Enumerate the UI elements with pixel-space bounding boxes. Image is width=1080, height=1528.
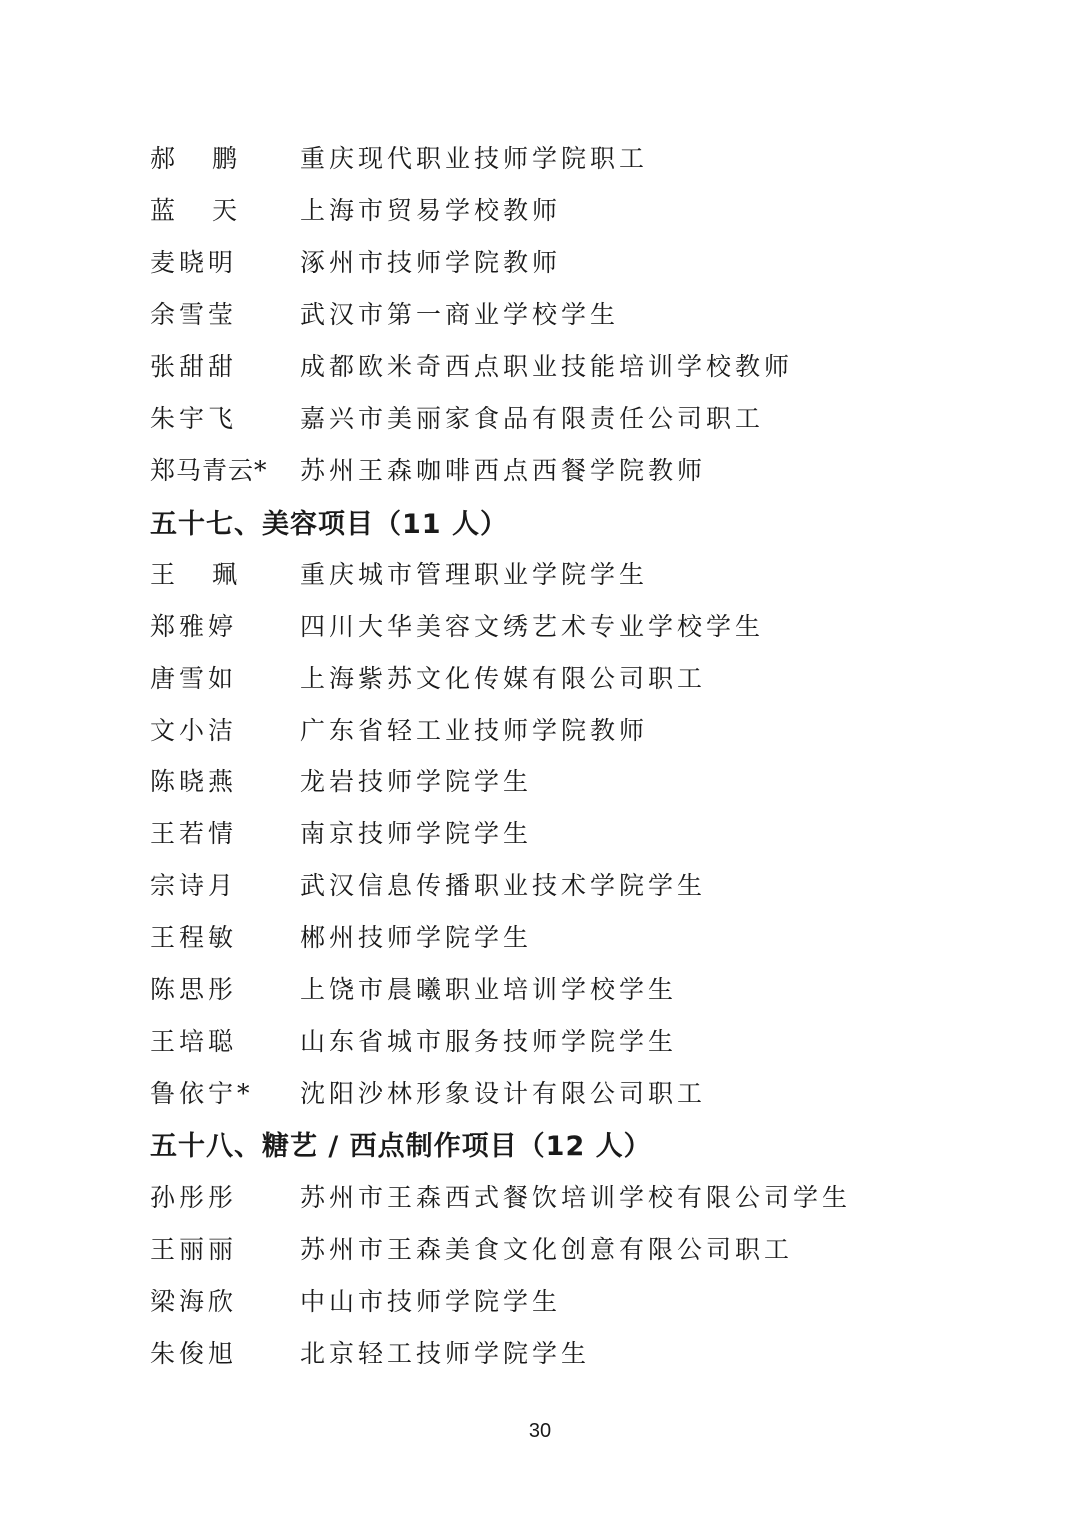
- organization: 嘉兴市美丽家食品有限责任公司职工: [300, 404, 765, 433]
- list-item: [150, 657, 706, 697]
- list-item: [150, 553, 648, 593]
- organization: 南京技师学院学生: [300, 819, 533, 848]
- person-name: 陈晓燕: [150, 767, 238, 796]
- person-name: 张甜甜: [150, 352, 238, 381]
- person-name: 蓝天: [150, 196, 275, 225]
- list-item: [150, 241, 561, 281]
- list-item: [150, 1072, 706, 1112]
- section-heading: 五十七、美容项目（11 人）: [150, 508, 508, 540]
- organization: 上海市贸易学校教师: [300, 196, 562, 225]
- organization: 苏州市王森美食文化创意有限公司职工: [300, 1235, 794, 1264]
- person-name: 王珮: [150, 560, 275, 589]
- list-item: [150, 968, 677, 1008]
- organization: 四川大华美容文绣艺术专业学校学生: [300, 612, 765, 641]
- person-name: 王若情: [150, 819, 238, 848]
- person-name: 王程敏: [150, 923, 238, 952]
- person-name: 郑雅婷: [150, 612, 238, 641]
- organization: 北京轻工技师学院学生: [300, 1339, 591, 1368]
- person-name: 文小洁: [150, 716, 238, 745]
- list-item: [150, 1332, 590, 1372]
- list-item: [150, 760, 532, 800]
- list-item: [150, 812, 532, 852]
- organization: 苏州王森咖啡西点西餐学院教师: [300, 456, 707, 485]
- list-item: [150, 1280, 561, 1320]
- person-name: 余雪莹: [150, 300, 238, 329]
- organization: 成都欧米奇西点职业技能培训学校教师: [300, 352, 794, 381]
- organization: 涿州市技师学院教师: [300, 248, 562, 277]
- list-item: [150, 293, 619, 333]
- organization: 上饶市晨曦职业培训学校学生: [300, 975, 678, 1004]
- organization: 重庆现代职业技师学院职工: [300, 144, 649, 173]
- person-name: 唐雪如: [150, 664, 238, 693]
- person-name: 孙彤彤: [150, 1183, 238, 1212]
- list-item: [150, 345, 793, 385]
- organization: 苏州市王森西式餐饮培训学校有限公司学生: [300, 1183, 852, 1212]
- section-heading: 五十八、糖艺 / 西点制作项目（12 人）: [150, 1130, 652, 1162]
- person-name: 朱俊旭: [150, 1339, 238, 1368]
- organization: 武汉信息传播职业技术学院学生: [300, 871, 707, 900]
- person-name: 朱宇飞: [150, 404, 238, 433]
- person-name: 麦晓明: [150, 248, 238, 277]
- organization: 广东省轻工业技师学院教师: [300, 716, 649, 745]
- organization: 沈阳沙林形象设计有限公司职工: [300, 1079, 707, 1108]
- list-item: [150, 189, 561, 229]
- list-item: [150, 397, 764, 437]
- list-item: [150, 709, 648, 749]
- person-name: 梁海欣: [150, 1287, 238, 1316]
- list-item: [150, 916, 532, 956]
- organization: 中山市技师学院学生: [300, 1287, 562, 1316]
- page-number: 30: [528, 1420, 552, 1442]
- person-name: 宗诗月: [150, 871, 238, 900]
- person-name: 王丽丽: [150, 1235, 238, 1264]
- person-name: 鲁依宁*: [150, 1079, 254, 1108]
- list-item: [150, 1020, 677, 1060]
- list-item: [150, 864, 706, 904]
- person-name: 陈思彤: [150, 975, 238, 1004]
- organization: 重庆城市管理职业学院学生: [300, 560, 649, 589]
- list-item: [150, 449, 706, 489]
- person-name: 郝鹏: [150, 144, 275, 173]
- organization: 龙岩技师学院学生: [300, 767, 533, 796]
- list-item: [150, 1176, 851, 1216]
- organization: 郴州技师学院学生: [300, 923, 533, 952]
- person-name: 王培聪: [150, 1027, 238, 1056]
- organization: 上海紫苏文化传媒有限公司职工: [300, 664, 707, 693]
- list-item: [150, 605, 764, 645]
- list-item: [150, 137, 648, 177]
- list-item: [150, 1228, 793, 1268]
- organization: 武汉市第一商业学校学生: [300, 300, 620, 329]
- person-name: 郑马青云*: [150, 456, 268, 485]
- organization: 山东省城市服务技师学院学生: [300, 1027, 678, 1056]
